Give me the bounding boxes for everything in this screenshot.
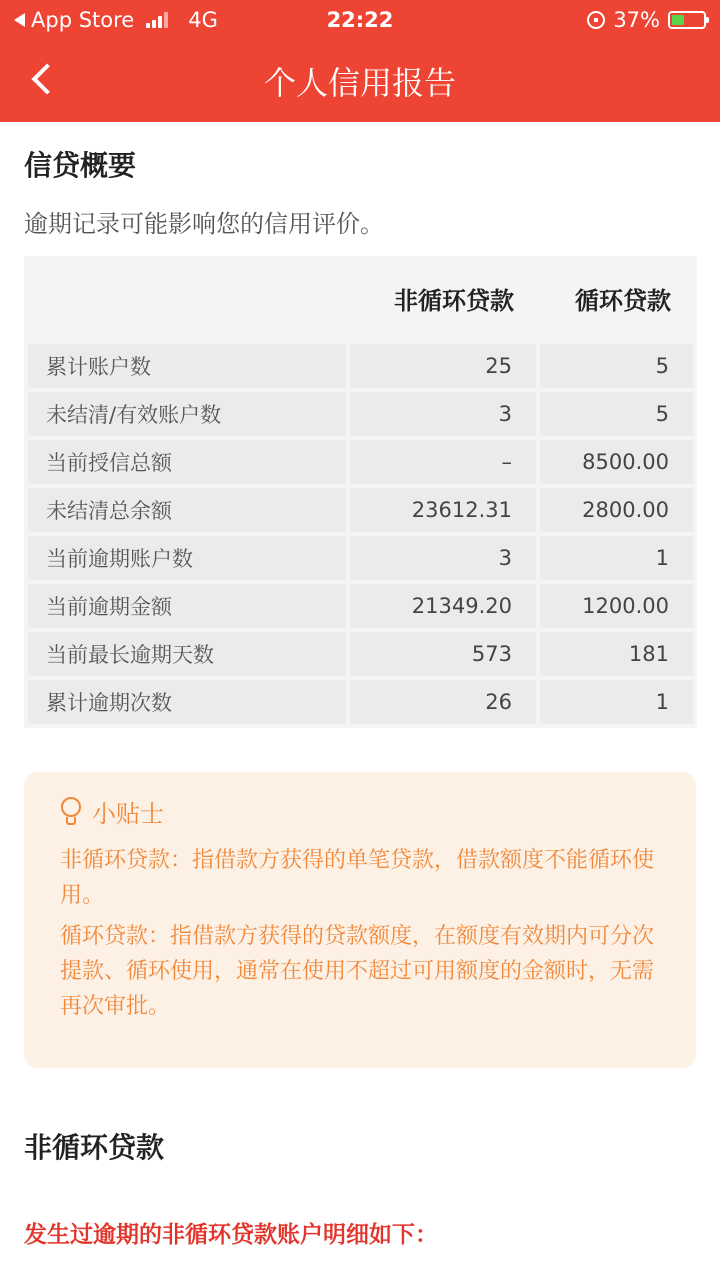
row-value-revolving: 181 (540, 632, 693, 676)
table-row (28, 584, 693, 628)
table-row (28, 488, 693, 532)
row-label: 当前逾期金额 (28, 584, 346, 628)
row-label: 当前授信总额 (28, 440, 346, 484)
summary-table (24, 256, 697, 728)
column-revolving: 循环贷款 (575, 286, 671, 315)
tips-card (24, 772, 696, 1068)
non-revolving-heading: 非循环贷款 (24, 1131, 165, 1164)
row-value-non-revolving: 3 (350, 536, 536, 580)
tip-revolving: 循环贷款：指借款方获得的贷款额度，在额度有效期内可分次提款、循环使用，通常在使用不超过可用额度的金额时，无需再次审批。 (60, 924, 655, 1019)
row-value-non-revolving: 3 (350, 392, 536, 436)
row-value-revolving: 2800.00 (540, 488, 693, 532)
table-row (28, 536, 693, 580)
row-value-revolving: 1 (540, 536, 693, 580)
row-value-revolving: 5 (540, 392, 693, 436)
row-value-non-revolving: 573 (350, 632, 536, 676)
tips-title: 小贴士 (92, 800, 164, 828)
table-row (28, 344, 693, 388)
table-row (28, 392, 693, 436)
row-value-non-revolving: – (350, 440, 536, 484)
column-non-revolving: 非循环贷款 (394, 286, 514, 315)
row-label: 当前最长逾期天数 (28, 632, 346, 676)
row-value-non-revolving: 23612.31 (350, 488, 536, 532)
table-row (28, 680, 693, 724)
row-value-non-revolving: 21349.20 (350, 584, 536, 628)
table-header (28, 256, 693, 340)
battery-percent: 37% (613, 8, 660, 32)
overdue-notice: 发生过逾期的非循环贷款账户明细如下： (24, 1222, 438, 1248)
row-label: 累计账户数 (28, 344, 346, 388)
network-type: 4G (188, 8, 218, 32)
row-value-revolving: 8500.00 (540, 440, 693, 484)
status-right (587, 8, 706, 32)
tip-non-revolving: 非循环贷款：指借款方获得的单笔贷款，借款额度不能循环使用。 (60, 848, 655, 908)
battery-icon (668, 11, 706, 29)
row-label: 未结清/有效账户数 (28, 392, 346, 436)
app-header (0, 0, 720, 122)
lightbulb-icon (60, 797, 82, 827)
page-title: 个人信用报告 (263, 64, 456, 102)
nav-bar (0, 40, 720, 122)
row-label: 未结清总余额 (28, 488, 346, 532)
row-label: 累计逾期次数 (28, 680, 346, 724)
table-row (28, 440, 693, 484)
row-value-revolving: 5 (540, 344, 693, 388)
status-bar (0, 0, 720, 40)
row-value-revolving: 1200.00 (540, 584, 693, 628)
summary-description: 逾期记录可能影响您的信用评价。 (24, 210, 384, 238)
row-value-non-revolving: 25 (350, 344, 536, 388)
row-value-non-revolving: 26 (350, 680, 536, 724)
row-label: 当前逾期账户数 (28, 536, 346, 580)
row-value-revolving: 1 (540, 680, 693, 724)
rotation-lock-icon (587, 11, 605, 29)
table-row (28, 632, 693, 676)
back-app-label: App Store (31, 8, 135, 32)
clock: 22:22 (326, 8, 394, 32)
summary-heading: 信贷概要 (24, 149, 137, 182)
